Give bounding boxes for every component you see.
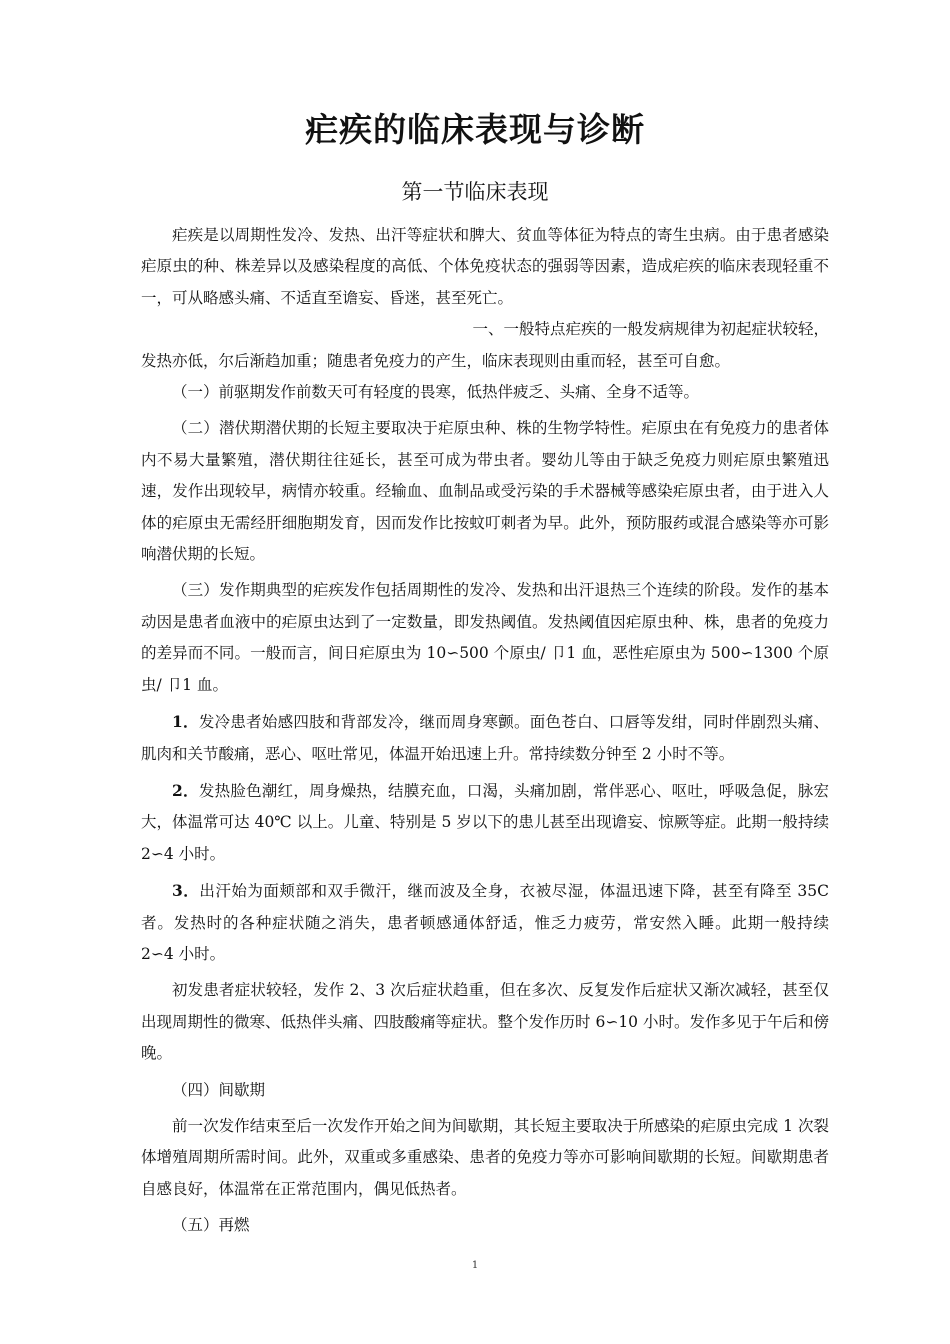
chill-paragraph: 1．发冷患者始感四肢和背部发冷，继而周身寒颤。面色苍白、口唇等发绀，同时伴剧烈头痛、肌肉和关节酸痛，恶心、呕吐常见，体温开始迅速上升。常持续数分钟至 2 小时不等。 xyxy=(141,712,829,763)
recrudescence-heading: （五）再燃 xyxy=(172,1216,250,1235)
interval-heading: （四）间歇期 xyxy=(172,1080,266,1099)
document-title: 疟疾的临床表现与诊断 xyxy=(305,110,645,149)
section-heading: 第一节临床表现 xyxy=(401,180,549,204)
attack-paragraph: （三）发作期典型的疟疾发作包括周期性的发冷、发热和出汗退热三个连续的阶段。发作的基本动因是患者血液中的疟原虫达到了一定数量，即发热阈值。发热阈值因疟原虫种、株，患者的免疫力的差异而不同。一般而言，间日疟原虫为 10∽500 个原虫/ 卩1 血，恶性疟原虫为 500∽1300 个原虫/ 卩1 血。 xyxy=(141,581,829,694)
item-number: 1． xyxy=(172,712,199,732)
document-body xyxy=(141,220,829,1242)
initial-patient-paragraph: 初发患者症状较轻，发作 2、3 次后症状趋重，但在多次、反复发作后症状又渐次减轻，甚至仅出现周期性的微寒、低热伴头痛、四肢酸痛等症状。整个发作历时 6∽10 小时。发作多见于午后和傍晚。 xyxy=(141,981,829,1063)
sweating-paragraph: 3．出汗始为面颊部和双手微汗，继而波及全身，衣被尽湿，体温迅速下降，甚至有降至 35C 者。发热时的各种症状随之消失，患者顿感通体舒适，惟乏力疲劳，常安然入睡。此期一般持续 2∽4 小时。 xyxy=(141,881,829,963)
prodromal-paragraph: （一）前驱期发作前数天可有轻度的畏寒，低热伴疲乏、头痛、全身不适等。 xyxy=(172,383,700,402)
general-features-heading-line: 一、一般特点疟疾的一般发病规律为初起症状较轻， xyxy=(472,320,829,339)
page-number: 1 xyxy=(471,1260,479,1271)
item-number: 3． xyxy=(172,881,200,901)
incubation-paragraph: （二）潜伏期潜伏期的长短主要取决于疟原虫种、株的生物学特性。疟原虫在有免疫力的患者体内不易大量繁殖，潜伏期往往延长，甚至可成为带虫者。婴幼儿等由于缺乏免疫力则疟原虫繁殖迅速，发作出现较早，病情亦较重。经输血、血制品或受污染的手术器械等感染疟原虫者，由于进入人体的疟原虫无需经肝细胞期发育，因而发作比按蚊叮刺者为早。此外，预防服药或混合感染等亦可影响潜伏期的长短。 xyxy=(141,419,829,564)
intro-paragraph: 疟疾是以周期性发冷、发热、出汗等症状和脾大、贫血等体征为特点的寄生虫病。由于患者感染疟原虫的种、株差异以及感染程度的高低、个体免疫状态的强弱等因素，造成疟疾的临床表现轻重不一，可从略感头痛、不适直至谵妄、昏迷，甚至死亡。 xyxy=(141,226,829,307)
item-number: 2． xyxy=(172,780,199,800)
fever-paragraph: 2．发热脸色潮红，周身燥热，结膜充血，口渴，头痛加剧，常伴恶心、呕吐，呼吸急促，脉宏大，体温常可达 40℃ 以上。儿童、特别是 5 岁以下的患儿甚至出现谵妄、惊厥等症。此期一般持续 2∽4 小时。 xyxy=(141,780,829,863)
interval-paragraph: 前一次发作结束至后一次发作开始之间为间歇期，其长短主要取决于所感染的疟原虫完成 1 次裂体增殖周期所需时间。此外，双重或多重感染、患者的免疫力等亦可影响间歇期的长短。间歇期患者自感良好，体温常在正常范围内，偶见低热者。 xyxy=(141,1116,829,1198)
general-features-paragraph: 发热亦低，尔后渐趋加重；随患者免疫力的产生，临床表现则由重而轻，甚至可自愈。 xyxy=(141,351,731,370)
